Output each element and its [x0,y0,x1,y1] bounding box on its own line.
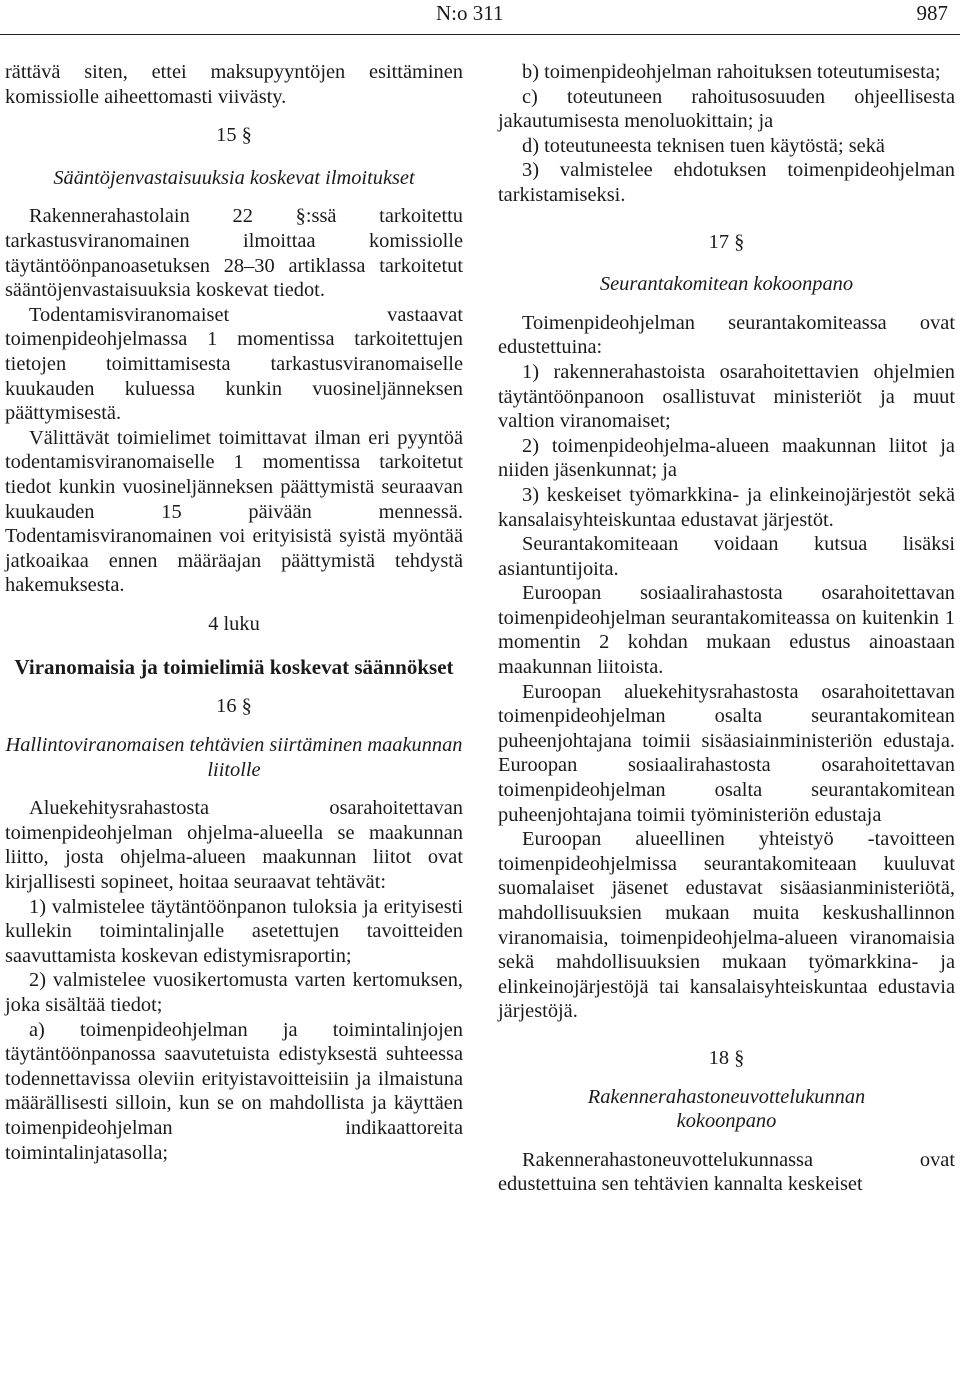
paragraph: 1) valmistelee täytäntöönpanon tuloksia ja erityisesti kullekin toimintalinjalle asetettujen tavoitteiden saavuttamista koskevan edistymisraportin; [5,895,463,967]
header-rule [0,34,960,35]
section-number: 18 § [708,1046,745,1069]
section-number: 16 § [216,695,252,718]
section-heading: Hallintoviranomaisen tehtävien siirtäminen maakunnan liitolle [5,734,463,781]
paragraph: Rakennerahastolain 22 §:ssä tarkoitettu tarkastusviranomainen ilmoittaa komissiolle täytäntöönpanoasetuksen 28–30 artiklassa tarkoitetut sääntöjenvastaisuuksia koskevat tiedot. [5,205,463,302]
page-header [0,0,960,30]
section-heading: Sääntöjenvastaisuuksia koskevat ilmoitukset [53,166,415,189]
paragraph: 1) rakennerahastoista osarahoitettavien ohjelmien täytäntöönpanoon osallistuvat ministeriöt ja muut valtion viranomaiset; [498,360,955,433]
chapter-title: Viranomaisia ja toimielimiä koskevat säännökset [14,655,454,680]
right-column [498,60,955,1197]
paragraph: Rakennerahastoneuvottelukunnassa ovat edustettuina sen tehtävien kannalta keskeiset [498,1148,955,1196]
paragraph: Välittävät toimielimet toimittavat ilman eri pyyntöä todentamisviranomaiselle 1 momentissa tarkoitetut tiedot kunkin vuosineljänneksen päättymistä seuraavan kuukauden 15 päivään mennessä. Todentamisviranomainen voi erityisistä syistä myöntää jatkoaikaa ennen määräajan päättymistä tehdystä hakemuksesta. [5,426,463,597]
paragraph: Euroopan alueellinen yhteistyö -tavoitteen toimenpideohjelmissa seurantakomiteaan kuuluvat suomalaiset jäsenet edustavat sisäasianministeriötä, mahdollisuuksien mukaan muita keskushallinnon viranomaisia, toimenpideohjelma-alueen viranomaisia sekä mahdollisuuksien mukaan työmarkkina- ja elinkeinojärjestöjä tai kansalaisyhteiskuntaa edustavia järjestöjä. [498,828,955,1023]
page-number: 987 [916,1,948,25]
section-number: 15 § [216,124,252,147]
paragraph: Euroopan sosiaalirahastosta osarahoitettavan toimenpideohjelman seurantakomiteassa on kuitenkin 1 momentin 2 kohdan mukaan edustus ainoastaan maakunnan liitoista. [498,582,955,679]
paragraph: 3) keskeiset työmarkkina- ja elinkeinojärjestöt sekä kansalaisyhteiskuntaa edustavat järjestöt. [498,483,955,531]
issue-number: N:o 311 [436,1,504,25]
paragraph: 2) valmistelee vuosikertomusta varten kertomuksen, joka sisältää tiedot; [5,969,463,1016]
section-heading: Rakennerahastoneuvottelukunnan kokoonpano [587,1085,866,1133]
chapter-number: 4 luku [208,612,260,635]
paragraph: a) toimenpideohjelman ja toimintalinjojen täytäntöönpanossa saavutetuista edistyksestä suhteessa todennettavissa oleviin erityistavoitteisiin ja ilmaistuna määrällisesti silloin, kun se on mahdollista ja käyttäen toimenpideohjelman indikaattoreita toimintalinjatasolla; [5,1018,463,1164]
paragraph: c) toteutuneen rahoitusosuuden ohjeellisesta jakautumisesta menoluokittain; ja [498,85,955,133]
section-heading: Seurantakomitean kokoonpano [599,273,854,296]
paragraph: rättävä siten, ettei maksupyyntöjen esittäminen komissiolle aiheettomasti viivästy. [5,61,463,108]
paragraph: Seurantakomiteaan voidaan kutsua lisäksi asiantuntijoita. [498,533,955,580]
paragraph: Euroopan aluekehitysrahastosta osarahoitettavan toimenpideohjelman osalta seurantakomitean puheenjohtajana toimii sisäasiainministeriön edustaja. Euroopan sosiaalirahastosta osarahoitettavan toimenpideohjelman osalta seurantakomitean puheenjohtajana toimii työministeriön edustaja [498,680,955,826]
left-column [5,60,463,1165]
paragraph: b) toimenpideohjelman rahoituksen toteutumisesta; [522,61,941,83]
section-number: 17 § [708,230,745,253]
paragraph: 2) toimenpideohjelma-alueen maakunnan liitot ja niiden jäsenkunnat; ja [498,434,955,482]
paragraph: Todentamisviranomaiset vastaavat toimenpideohjelmassa 1 momentissa tarkoitettujen tietojen toimittamisesta tarkastusviranomaiselle kuukauden kuluessa kunkin vuosineljänneksen päättymisestä. [5,303,463,425]
paragraph: d) toteutuneesta teknisen tuen käytöstä; sekä [522,134,885,157]
paragraph: Toimenpideohjelman seurantakomiteassa ovat edustettuina: [498,311,955,359]
paragraph: 3) valmistelee ehdotuksen toimenpideohjelman tarkistamiseksi. [498,159,955,206]
paragraph: Aluekehitysrahastosta osarahoitettavan toimenpideohjelman ohjelma-alueella se maakunnan liitto, josta ohjelma-alueen maakunnan liitot ovat kirjallisesti sopineet, hoitaa seuraavat tehtävät: [5,797,463,894]
